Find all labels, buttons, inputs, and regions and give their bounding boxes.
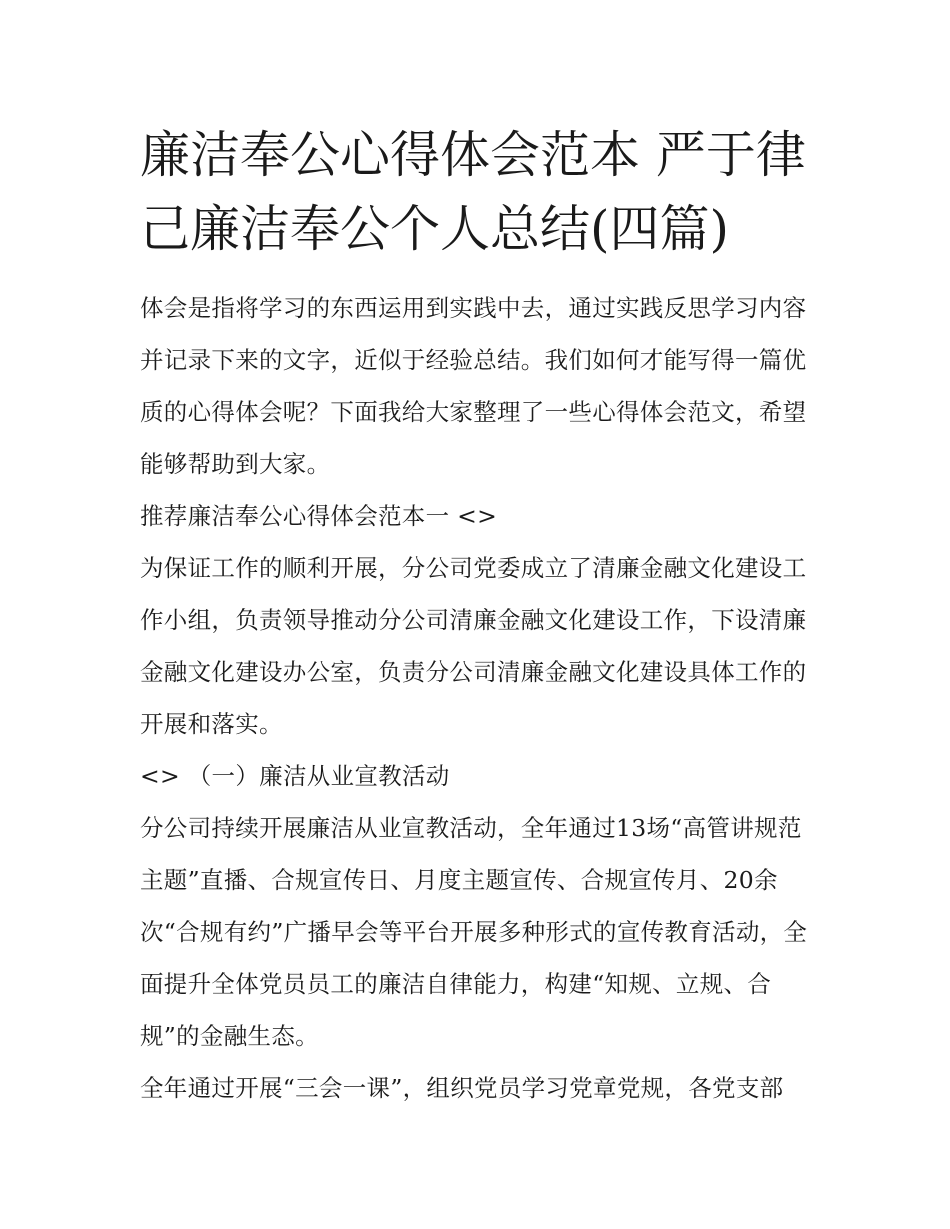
document-title: 廉洁奉公心得体会范本 严于律己廉洁奉公个人总结(四篇) [140, 126, 806, 258]
body-paragraph-1: 为保证工作的顺利开展，分公司党委成立了清廉金融文化建设工作小组，负责领导推动分公司清廉金融文化建设工作，下设清廉金融文化建设办公室，负责分公司清廉金融文化建设具体工作的开展和落实。 [140, 554, 807, 738]
subsection-heading-1: <> （一）廉洁从业宣教活动 [140, 762, 450, 790]
body-paragraph-3: 全年通过开展“三会一课”，组织党员学习党章党规，各党支部 [140, 1074, 784, 1102]
body-paragraph-2: 分公司持续开展廉洁从业宣教活动，全年通过13场“高管讲规范主题”直播、合规宣传日、月度主题宣传、合规宣传月、20余次“合规有约”广播早会等平台开展多种形式的宣传教育活动，全面提升全体党员员工的廉洁自律能力，构建“知规、立规、合规”的金融生态。 [140, 814, 808, 1050]
section-heading-1: 推荐廉洁奉公心得体会范本一 <> [140, 502, 498, 530]
intro-paragraph: 体会是指将学习的东西运用到实践中去，通过实践反思学习内容并记录下来的文字，近似于经验总结。我们如何才能写得一篇优质的心得体会呢？下面我给大家整理了一些心得体会范文，希望能够帮助到大家。 [140, 294, 807, 478]
document-body [140, 282, 820, 1114]
